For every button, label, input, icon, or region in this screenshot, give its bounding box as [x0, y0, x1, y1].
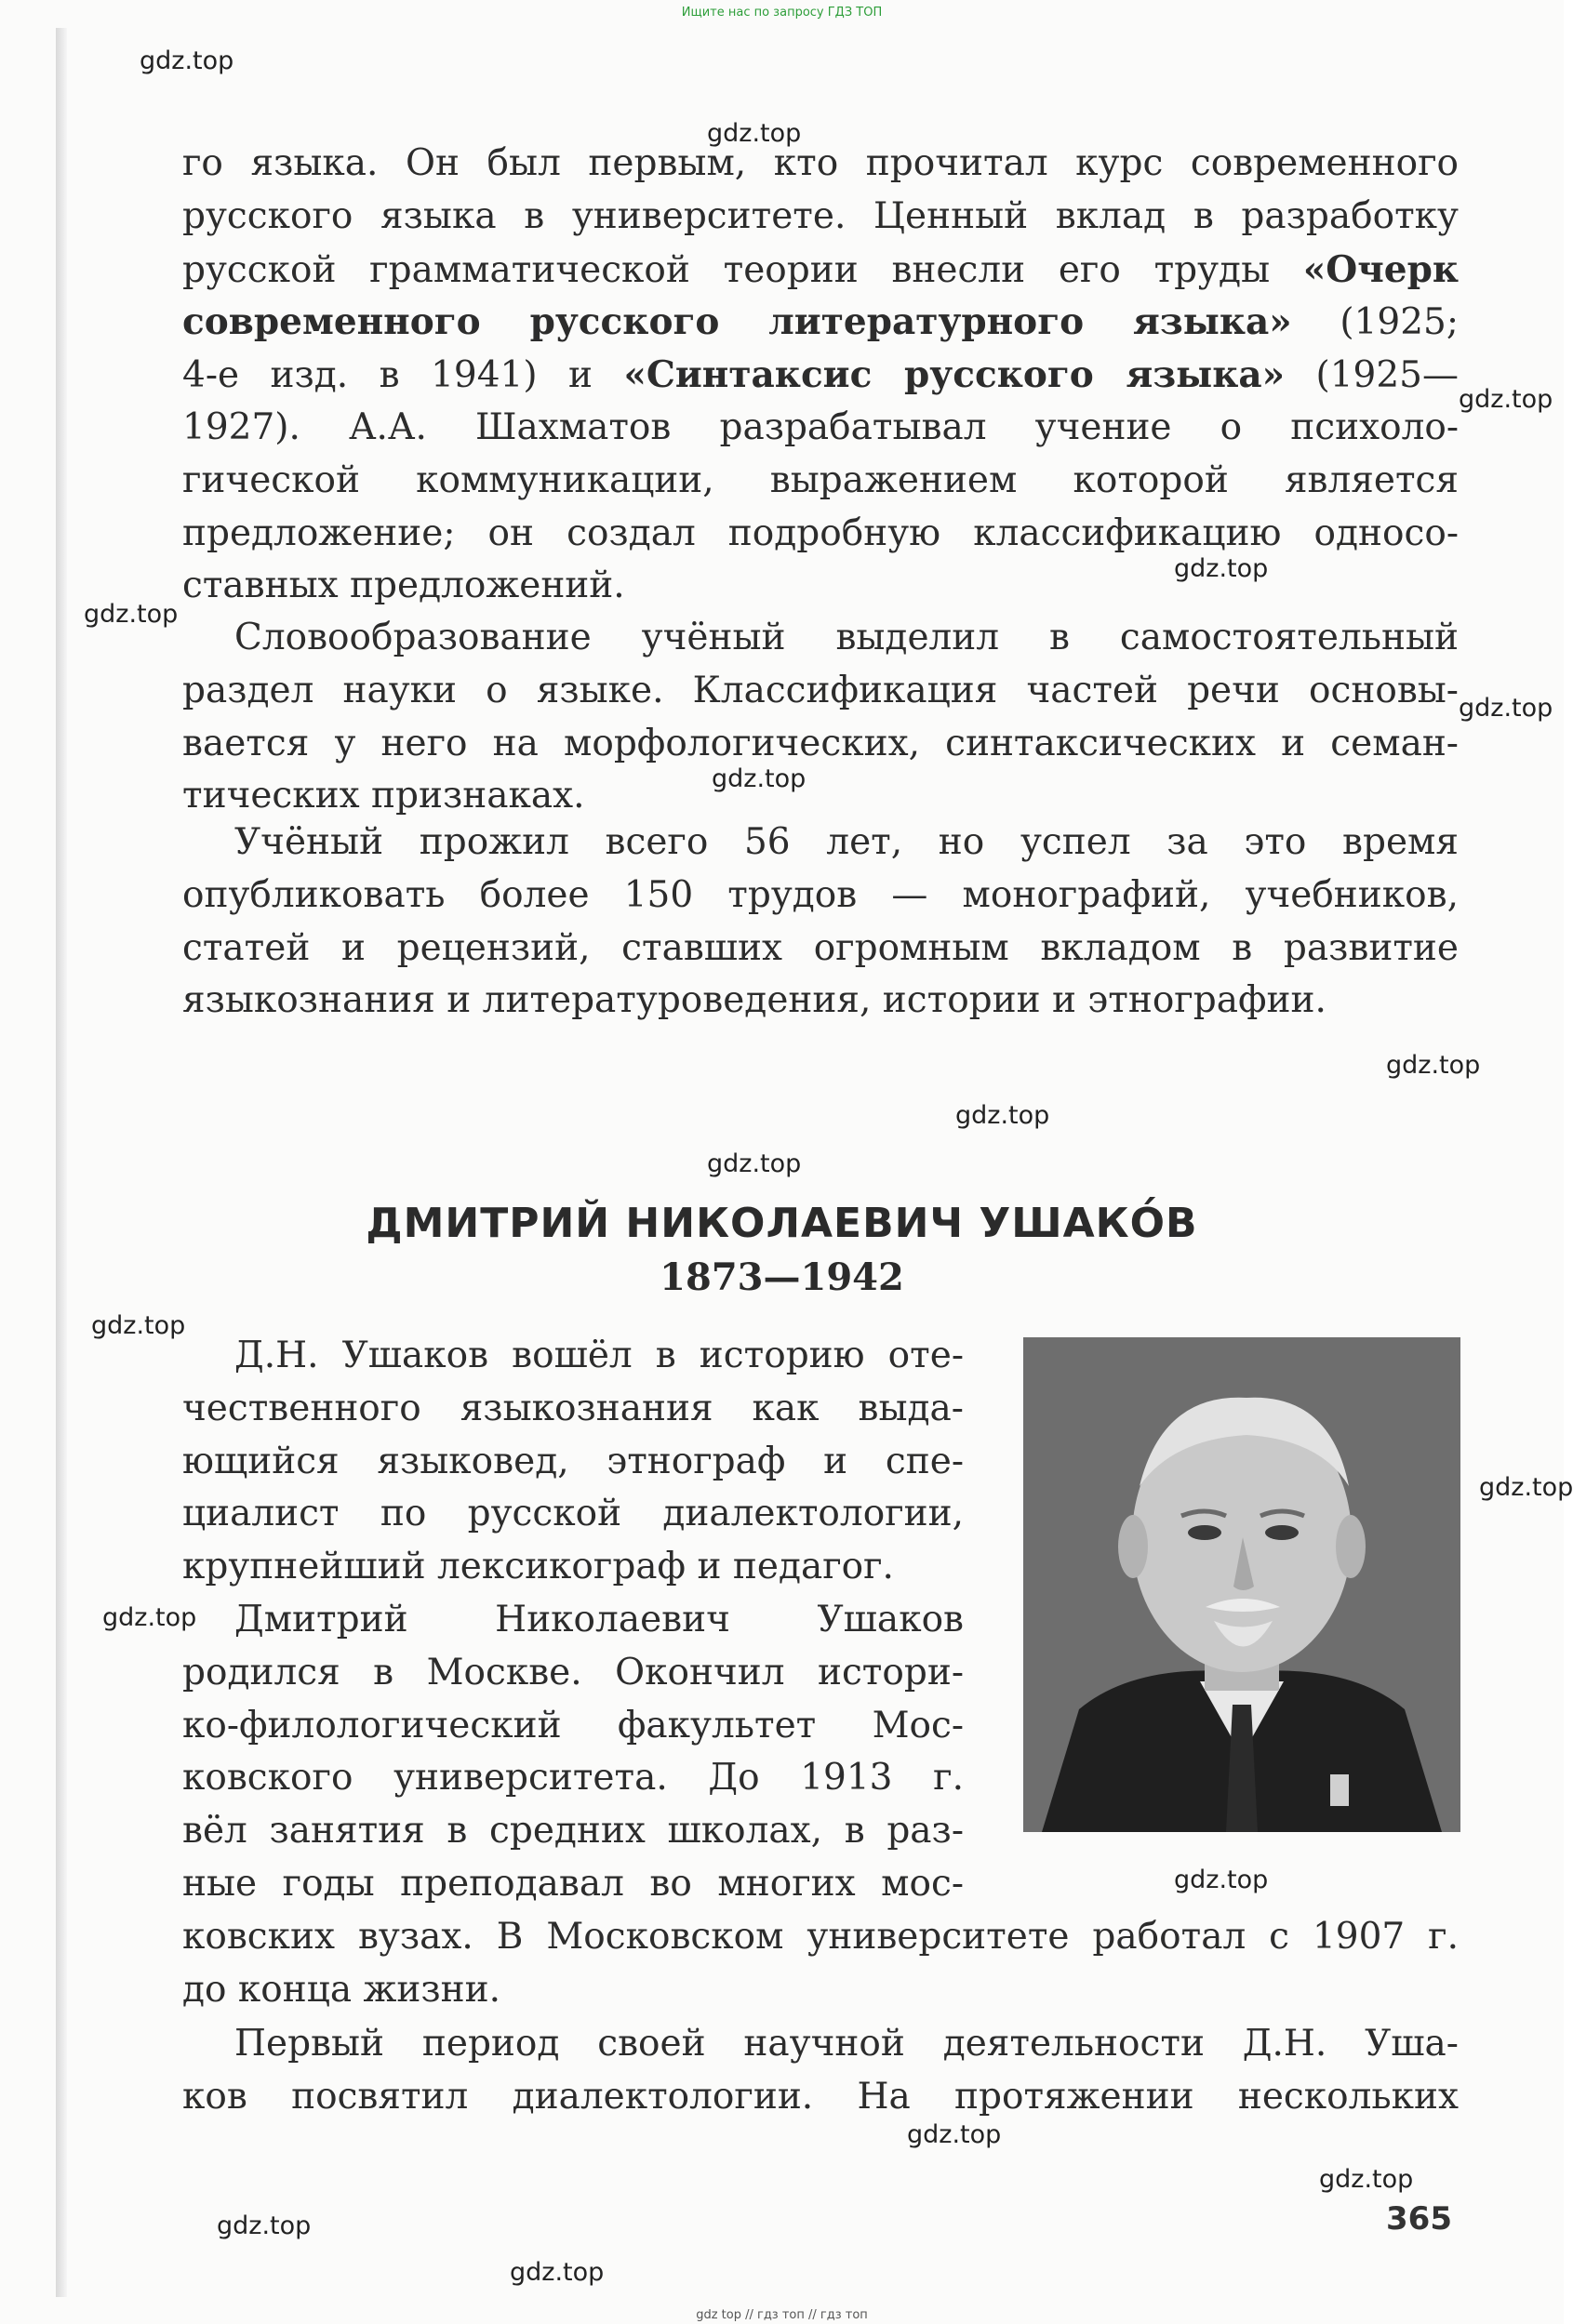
- paragraph-5-continued: [182, 1911, 1459, 2017]
- text-line: ковских вузах. В Московском университете работал с 1907 г.: [182, 1916, 1459, 1958]
- watermark: gdz.top: [91, 1311, 186, 1340]
- text-line: статей и рецензий, ставших огромным вкладом в развитие: [182, 926, 1459, 969]
- portrait-photo: [1023, 1337, 1460, 1832]
- text-line: языкознания и литературоведения, истории и этнографии.: [182, 979, 1326, 1022]
- text-line: ко-филологический факультет Мос-: [182, 1704, 964, 1746]
- watermark: gdz.top: [102, 1603, 197, 1632]
- text-line: русского языка в университете. Ценный вклад в разработку: [182, 194, 1459, 237]
- paragraph-6: [182, 2018, 1459, 2124]
- text-line: го языка. Он был первым, кто прочитал курс современного: [182, 142, 1459, 184]
- text-line: [182, 244, 1459, 297]
- text-line: гической коммуникации, выражением которой является: [182, 458, 1459, 501]
- life-years: 1873—1942: [660, 1255, 904, 1299]
- text-line: ющийся языковед, этнограф и спе-: [182, 1440, 964, 1482]
- paragraph-5: [182, 1594, 964, 1911]
- watermark: gdz.top: [712, 764, 806, 793]
- portrait-illustration: [1023, 1337, 1460, 1832]
- paragraph-4: [182, 1330, 964, 1594]
- watermark: gdz.top: [1386, 1051, 1481, 1080]
- work-title: «Синтаксис русского языка»: [623, 353, 1286, 397]
- text-segment: (1925;: [1291, 301, 1459, 344]
- text-line: опубликовать более 150 трудов — монографий, учебников,: [182, 873, 1459, 916]
- text-line: Словообразование учёный выделил в самостоятельный: [234, 617, 1459, 658]
- watermark: gdz.top: [707, 1149, 802, 1178]
- text-line: ков посвятил диалектологии. На протяжении нескольких: [182, 2075, 1459, 2118]
- watermark: gdz.top: [1459, 385, 1553, 414]
- watermark: gdz.top: [955, 1101, 1050, 1130]
- watermark: gdz.top: [84, 600, 179, 629]
- watermark: gdz.top: [140, 46, 234, 75]
- text-line: родился в Москве. Окончил истори-: [182, 1651, 964, 1693]
- watermark: gdz.top: [907, 2120, 1002, 2149]
- watermark: gdz.top: [1479, 1473, 1573, 1502]
- watermark: gdz.top: [217, 2211, 312, 2240]
- work-title: современного русского литературного языка»: [182, 300, 1292, 344]
- text-line: 1927). А.А. Шахматов разрабатывал учение о психоло-: [182, 405, 1459, 448]
- footer-note: gdz top // гдз топ // гдз топ: [696, 2308, 868, 2322]
- text-line: тических признаках.: [182, 775, 585, 817]
- section-heading: ДМИТРИЙ НИКОЛАЕВИЧ УШАКО́В: [366, 1200, 1198, 1247]
- text-line: Учёный прожил всего 56 лет, но успел за это время: [234, 821, 1459, 863]
- text-line: ковского университета. До 1913 г.: [182, 1757, 964, 1799]
- header-note: Ищите нас по запросу ГДЗ ТОП: [681, 6, 883, 20]
- text-line: циалист по русской диалектологии,: [182, 1493, 964, 1535]
- text-segment: (1925—: [1285, 354, 1459, 397]
- watermark: gdz.top: [1319, 2165, 1414, 2194]
- text-line: [182, 296, 1459, 349]
- text-line: до конца жизни.: [182, 1968, 500, 2011]
- watermark: gdz.top: [1174, 554, 1269, 583]
- page-number: 365: [1386, 2200, 1452, 2238]
- text-line: раздел науки о языке. Классификация частей речи основы-: [182, 669, 1459, 711]
- text-line: предложение; он создал подробную классификацию односо-: [182, 511, 1459, 554]
- text-line: чественного языкознания как выда-: [182, 1387, 964, 1429]
- work-title: «Очерк: [1302, 247, 1459, 291]
- text-line: крупнейший лексикограф и педагог.: [182, 1546, 894, 1588]
- text-line: Д.Н. Ушаков вошёл в историю оте-: [234, 1335, 964, 1376]
- text-line: Первый период своей научной деятельности Д.Н. Уша-: [234, 2023, 1459, 2065]
- text-line: ставных предложений.: [182, 564, 625, 607]
- paragraph-1: [182, 138, 1459, 613]
- watermark: gdz.top: [1459, 694, 1553, 723]
- paragraph-2: [182, 612, 1459, 823]
- watermark: gdz.top: [1174, 1866, 1269, 1894]
- watermark: gdz.top: [707, 119, 802, 148]
- text-line: вёл занятия в средних школах, в раз-: [182, 1810, 964, 1853]
- watermark: gdz.top: [510, 2258, 605, 2287]
- text-segment: 4-е изд. в 1941) и: [182, 354, 624, 397]
- page-binding-shadow: [56, 28, 67, 2297]
- text-segment: русской грамматической теории внесли его труды: [182, 248, 1271, 291]
- text-line: ные годы преподавал во многих мос-: [182, 1862, 964, 1905]
- text-line: [182, 349, 1459, 402]
- text-line: Дмитрий Николаевич Ушаков: [234, 1599, 964, 1640]
- text-line: вается у него на морфологических, синтаксических и семан-: [182, 722, 1459, 764]
- paragraph-3: [182, 817, 1459, 1028]
